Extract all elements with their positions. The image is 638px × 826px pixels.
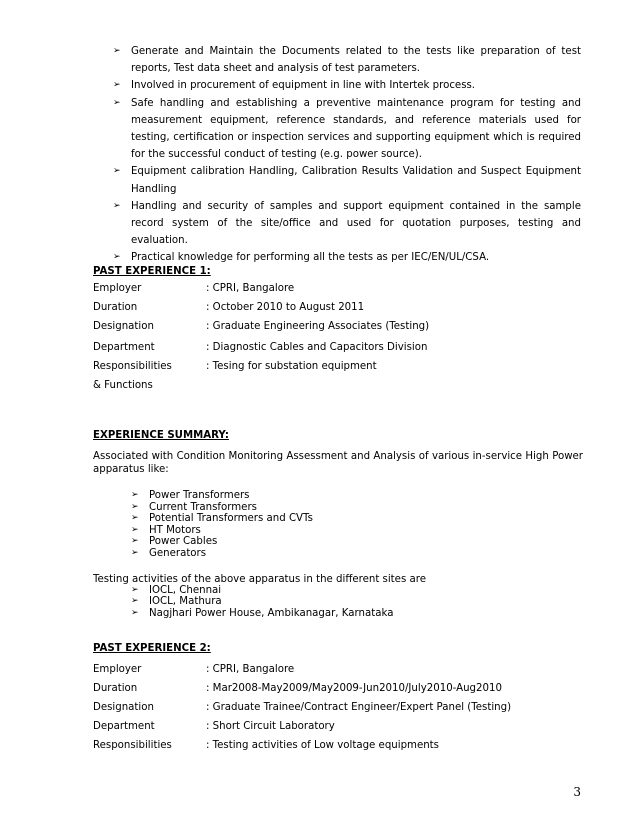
- responsibilities-list: [113, 43, 581, 267]
- page-number: 3: [573, 785, 581, 799]
- functions-label: & Functions: [93, 380, 153, 391]
- detail-row: Employer : CPRI, Bangalore: [93, 283, 295, 294]
- list-item: ➢ Current Transformers: [131, 501, 257, 513]
- detail-row: Designation : Graduate Engineering Associates (Testing): [93, 321, 430, 332]
- arrow-bullet-icon: ➢: [131, 596, 139, 607]
- arrow-bullet-icon: ➢: [131, 513, 139, 524]
- detail-row: Responsibilities : Tesing for substation equipment: [93, 361, 377, 372]
- arrow-bullet-icon: ➢: [113, 200, 121, 211]
- arrow-bullet-icon: ➢: [131, 524, 139, 535]
- arrow-bullet-icon: ➢: [113, 80, 121, 91]
- list-item: ➢ Safe handling and establishing a preventive maintenance program for testing and measurement equipment, reference standards, and reference materials used for testing, certification or inspection services and supporting equipment which is required for the successful conduct of testing (e.g. power source).: [113, 95, 581, 164]
- arrow-bullet-icon: ➢: [113, 97, 121, 108]
- list-item: ➢ Power Cables: [131, 536, 218, 548]
- past-experience-1: [93, 266, 583, 391]
- detail-row: Duration : October 2010 to August 2011: [93, 302, 365, 313]
- apparatus-list: [131, 490, 583, 560]
- arrow-bullet-icon: ➢: [113, 166, 121, 177]
- sites-intro: Testing activities of the above apparatus in the different sites are: [93, 573, 426, 585]
- list-item: ➢ HT Motors: [131, 524, 201, 536]
- detail-row: Department : Short Circuit Laboratory: [93, 721, 335, 732]
- sites-list: [131, 585, 583, 620]
- list-item: ➢ IOCL, Chennai: [131, 584, 222, 596]
- detail-row: Duration : Mar2008-May2009/May2009-Jun2010/July2010-Aug2010: [93, 683, 502, 694]
- list-item: ➢ Potential Transformers and CVTs: [131, 513, 313, 525]
- list-item: ➢ Practical knowledge for performing all the tests as per IEC/EN/UL/CSA.: [113, 249, 581, 266]
- arrow-bullet-icon: ➢: [131, 547, 139, 558]
- list-item: ➢ Equipment calibration Handling, Calibration Results Validation and Suspect Equipment Handling: [113, 163, 581, 197]
- past-experience-2: [93, 643, 583, 751]
- list-item: ➢ Handling and security of samples and support equipment contained in the sample record system of the site/office and used for quotation purposes, testing and evaluation.: [113, 198, 581, 250]
- detail-row: Responsibilities : Testing activities of Low voltage equipments: [93, 740, 439, 751]
- arrow-bullet-icon: ➢: [131, 490, 139, 500]
- list-item: ➢ Generate and Maintain the Documents related to the tests like preparation of test reports, Test data sheet and analysis of test parameters.: [113, 43, 581, 77]
- summary-intro: Associated with Condition Monitoring Assessment and Analysis of various in-service High Power apparatus like:: [93, 451, 583, 475]
- list-item: ➢ IOCL, Mathura: [131, 596, 222, 608]
- detail-row: Department : Diagnostic Cables and Capacitors Division: [93, 342, 428, 353]
- arrow-bullet-icon: ➢: [131, 501, 139, 512]
- list-item: ➢ Power Transformers: [131, 490, 250, 501]
- section-heading: EXPERIENCE SUMMARY:: [93, 430, 229, 441]
- arrow-bullet-icon: ➢: [131, 607, 139, 618]
- arrow-bullet-icon: ➢: [113, 46, 121, 56]
- arrow-bullet-icon: ➢: [131, 536, 139, 547]
- list-item: ➢ Involved in procurement of equipment in line with Intertek process.: [113, 77, 581, 94]
- section-heading: PAST EXPERIENCE 1:: [93, 266, 211, 277]
- list-item: ➢ Nagjhari Power House, Ambikanagar, Karnataka: [131, 607, 394, 619]
- experience-summary: [93, 430, 583, 619]
- detail-row: Employer : CPRI, Bangalore: [93, 664, 295, 675]
- section-heading: PAST EXPERIENCE 2:: [93, 643, 211, 654]
- list-item: ➢ Generators: [131, 547, 207, 559]
- arrow-bullet-icon: ➢: [131, 584, 139, 595]
- arrow-bullet-icon: ➢: [113, 252, 121, 263]
- detail-row: Designation : Graduate Trainee/Contract Engineer/Expert Panel (Testing): [93, 702, 512, 713]
